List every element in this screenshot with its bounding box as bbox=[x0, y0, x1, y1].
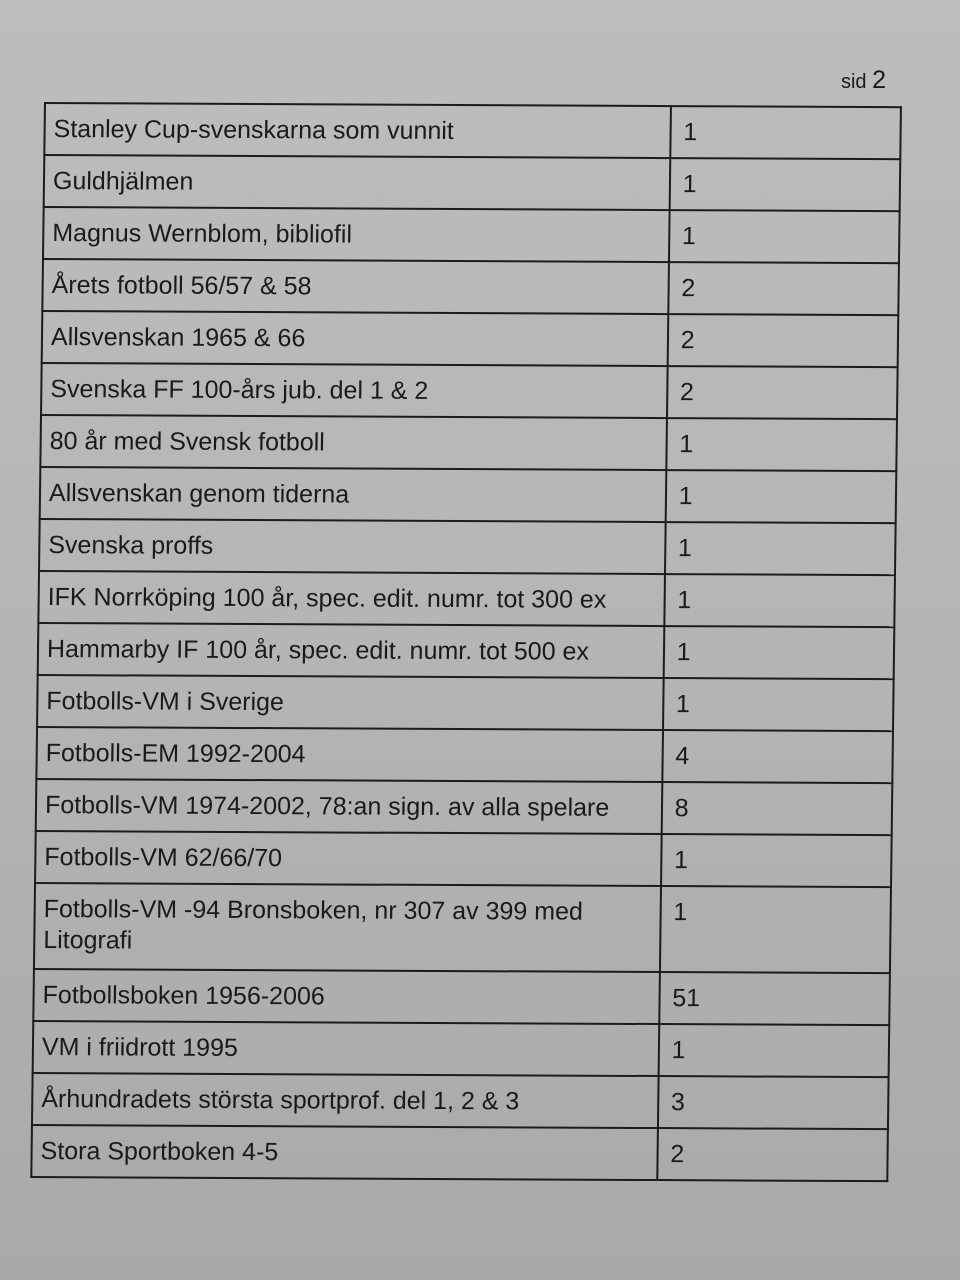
book-quantity: 2 bbox=[667, 314, 898, 367]
page-number-value: 2 bbox=[872, 66, 886, 94]
table-row bbox=[33, 969, 890, 1025]
book-quantity: 3 bbox=[658, 1076, 889, 1129]
book-title: Magnus Wernblom, bibliofil bbox=[43, 207, 669, 262]
table-row bbox=[38, 571, 895, 627]
book-title: IFK Norrköping 100 år, spec. edit. numr. tot 300 ex bbox=[38, 571, 664, 626]
table-row bbox=[42, 311, 899, 367]
table-row bbox=[31, 1125, 888, 1181]
page-label: sid bbox=[840, 71, 867, 93]
book-quantity: 1 bbox=[669, 210, 900, 263]
book-title: Allsvenskan genom tiderna bbox=[40, 467, 666, 522]
book-quantity: 1 bbox=[665, 470, 896, 523]
table-row bbox=[38, 623, 895, 679]
book-title: Fotbolls-VM 62/66/70 bbox=[35, 831, 661, 886]
book-quantity: 1 bbox=[670, 106, 901, 159]
book-title: Hammarby IF 100 år, spec. edit. numr. tot 500 ex bbox=[38, 623, 664, 678]
table-row bbox=[36, 779, 893, 835]
table-row bbox=[37, 675, 894, 731]
table-row bbox=[32, 1073, 889, 1129]
book-inventory-table bbox=[30, 102, 902, 1182]
book-quantity: 2 bbox=[667, 366, 898, 419]
page-number bbox=[841, 66, 886, 95]
table-row bbox=[33, 1021, 890, 1077]
book-title: Århundradets största sportprof. del 1, 2 & 3 bbox=[32, 1073, 658, 1128]
table-row bbox=[36, 727, 893, 783]
table-row bbox=[42, 259, 899, 315]
book-title: Stanley Cup-svenskarna som vunnit bbox=[44, 103, 670, 158]
book-title: Årets fotboll 56/57 & 58 bbox=[42, 259, 668, 314]
book-quantity: 1 bbox=[663, 626, 894, 679]
table-row bbox=[44, 103, 901, 159]
book-title: 80 år med Svensk fotboll bbox=[40, 415, 666, 470]
book-title: Fotbolls-VM 1974-2002, 78:an sign. av alla spelare bbox=[36, 779, 662, 834]
table-row bbox=[41, 363, 898, 419]
book-title: Guldhjälmen bbox=[44, 155, 670, 210]
book-quantity: 1 bbox=[660, 886, 891, 973]
book-title: Allsvenskan 1965 & 66 bbox=[42, 311, 668, 366]
book-title: VM i friidrott 1995 bbox=[33, 1021, 659, 1076]
book-quantity: 1 bbox=[661, 834, 892, 887]
table-row bbox=[40, 467, 897, 523]
book-quantity: 1 bbox=[669, 158, 900, 211]
book-quantity: 8 bbox=[661, 782, 892, 835]
book-quantity: 2 bbox=[668, 262, 899, 315]
book-quantity: 1 bbox=[666, 418, 897, 471]
book-title: Fotbolls-VM -94 Bronsboken, nr 307 av 399 med Litografi bbox=[34, 883, 661, 972]
book-quantity: 51 bbox=[659, 972, 890, 1025]
book-title: Stora Sportboken 4-5 bbox=[31, 1125, 657, 1180]
book-title: Fotbolls-EM 1992-2004 bbox=[36, 727, 662, 782]
table-row bbox=[43, 207, 900, 263]
book-quantity: 2 bbox=[657, 1128, 888, 1181]
table-row bbox=[40, 415, 897, 471]
table-row bbox=[35, 831, 892, 887]
book-title: Svenska FF 100-års jub. del 1 & 2 bbox=[41, 363, 667, 418]
book-quantity: 1 bbox=[663, 678, 894, 731]
book-quantity: 1 bbox=[664, 574, 895, 627]
table-row bbox=[44, 155, 901, 211]
book-quantity: 1 bbox=[658, 1024, 889, 1077]
book-quantity: 4 bbox=[662, 730, 893, 783]
table-row bbox=[39, 519, 896, 575]
book-title: Svenska proffs bbox=[39, 519, 665, 574]
book-quantity: 1 bbox=[665, 522, 896, 575]
book-title: Fotbollsboken 1956-2006 bbox=[33, 969, 659, 1024]
book-title: Fotbolls-VM i Sverige bbox=[37, 675, 663, 730]
table-row bbox=[34, 883, 891, 973]
